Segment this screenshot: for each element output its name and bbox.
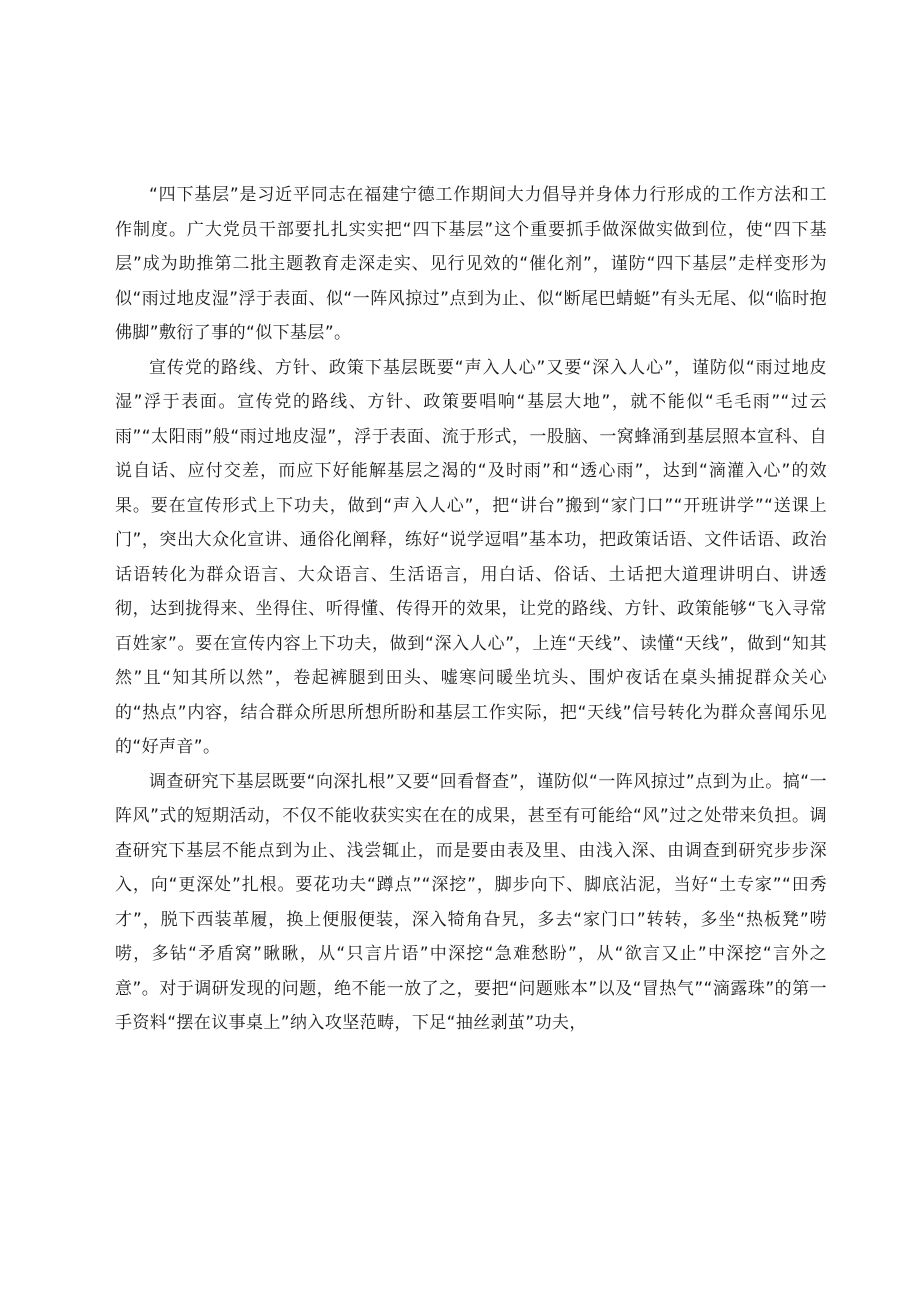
document-body [115, 178, 827, 1041]
paragraph-propaganda: 宣传党的路线、方针、政策下基层既要“声入人心”又要“深入人心”，谨防似“雨过地皮湿”浮于表面。宣传党的路线、方针、政策要唱响“基层大地”，就不能似“毛毛雨”“过云雨”“太阳雨”般“雨过地皮湿”，浮于表面、流于形式，一股脑、一窝蜂涌到基层照本宣科、自说自话、应付交差，而应下好能解基层之渴的“及时雨”和“透心雨”，达到“滴灌入心”的效果。要在宣传形式上下功夫，做到“声入人心”，把“讲台”搬到“家门口”“开班讲学”“送课上门”，突出大众化宣讲、通俗化阐释，练好“说学逗唱”基本功，把政策话语、文件话语、政治话语转化为群众语言、大众语言、生活语言，用白话、俗话、土话把大道理讲明白、讲透彻，达到拢得来、坐得住、听得懂、传得开的效果，让党的路线、方针、政策能够“飞入寻常百姓家”。要在宣传内容上下功夫，做到“深入人心”，上连“天线”、读懂“天线”，做到“知其然”且“知其所以然”，卷起裤腿到田头、嘘寒问暖坐坑头、围炉夜话在桌头捕捉群众关心的“热点”内容，结合群众所思所想所盼和基层工作实际，把“天线”信号转化为群众喜闻乐见的“好声音”。 [115, 357, 827, 757]
paragraph-intro: “四下基层”是习近平同志在福建宁德工作期间大力倡导并身体力行形成的工作方法和工作制度。广大党员干部要扎扎实实把“四下基层”这个重要抓手做深做实做到位，使“四下基层”成为助推第二批主题教育走深走实、见行见效的“催化剂”，谨防“四下基层”走样变形为似“雨过地皮湿”浮于表面、似“一阵风掠过”点到为止、似“断尾巴蜻蜓”有头无尾、似“临时抱佛脚”敷衍了事的“似下基层”。 [115, 185, 827, 343]
paragraph-research: 调查研究下基层既要“向深扎根”又要“回看督查”，谨防似“一阵风掠过”点到为止。搞“一阵风”式的短期活动，不仅不能收获实实在在的成果，甚至有可能给“风”过之处带来负担。调查研究下基层不能点到为止、浅尝辄止，而是要由表及里、由浅入深、由调查到研究步步深入，向“更深处”扎根。要花功夫“蹲点”“深挖”，脚步向下、脚底沾泥，当好“土专家”“田秀才”，脱下西装革履，换上便服便装，深入犄角旮旯，多去“家门口”转转，多坐“热板凳”唠唠，多钻“矛盾窝”瞅瞅，从“只言片语”中深挖“急难愁盼”，从“欲言又止”中深挖“言外之意”。对于调研发现的问题，绝不能一放了之，要把“问题账本”以及“冒热气”“滴露珠”的第一手资料“摆在议事桌上”纳入攻坚范畴，下足“抽丝剥茧”功夫， [115, 771, 827, 1033]
